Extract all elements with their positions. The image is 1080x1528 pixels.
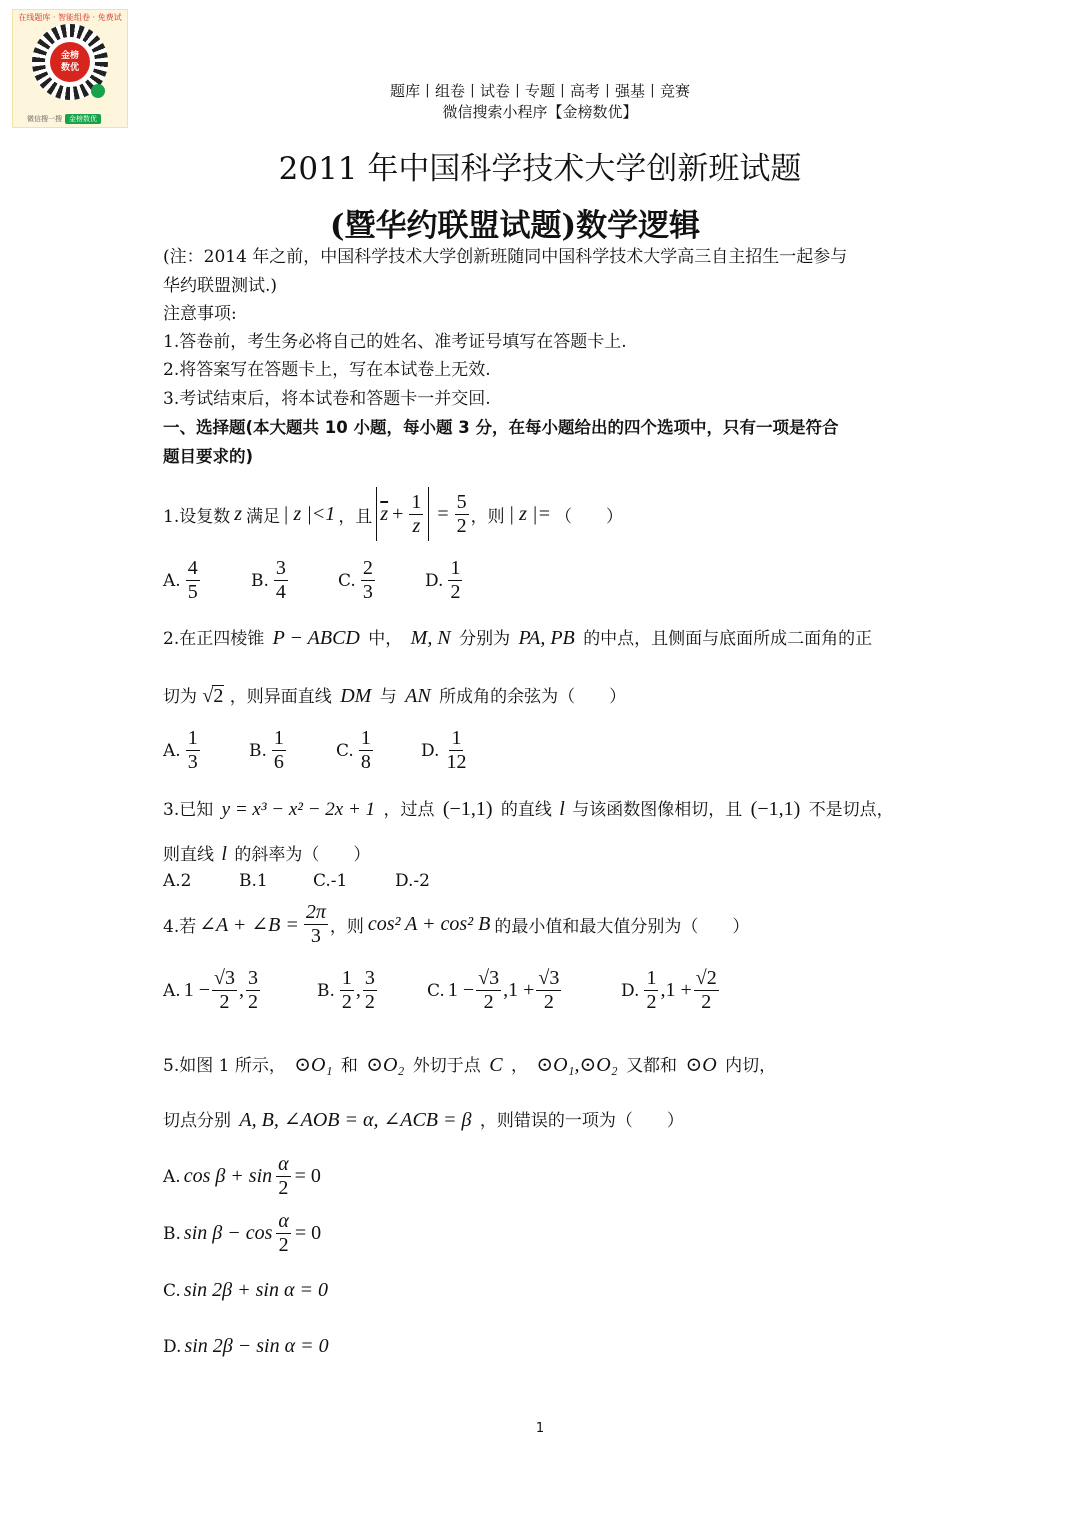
q3-option-d: D.-2: [395, 871, 430, 891]
q1-option-b: B. $\frac{3}{4}$: [251, 557, 286, 603]
q5-option-d: D. sin 2β − sin α = 0: [163, 1335, 329, 1357]
instruction-item: 1.答卷前，考生务必将自己的姓名、准考证号填写在答题卡上.: [163, 332, 627, 352]
question-1: 1.设复数 z 满足 | z |<1 ，且 $\overline{z}$ + $\frac{1}{z}$ = $\frac{5}{2}$ ，则 | z |= （ ）: [163, 486, 623, 542]
q3-options: [163, 873, 430, 890]
q2-option-c: C. $\frac{1}{8}$: [336, 727, 371, 773]
instructions-heading: 注意事项:: [163, 304, 237, 324]
instruction-item: 2.将答案写在答题卡上，写在本试卷上无效.: [163, 360, 491, 380]
q3-option-b: B.1: [239, 871, 268, 891]
question-3-line-2: 则直线 l 的斜率为（ ）: [163, 843, 371, 865]
logo-center: 金榜 数优: [50, 42, 90, 82]
header-sub: 微信搜索小程序【金榜数优】: [442, 103, 638, 121]
instruction-item: 3.考试结束后，将本试卷和答题卡一并交回.: [163, 389, 491, 409]
page-title: 2011 年中国科学技术大学创新班试题: [278, 151, 802, 187]
note-line-2: 华约联盟测试.): [163, 276, 278, 296]
q2-option-d: D. $\frac{1}{12}$: [421, 727, 467, 773]
header-nav: 题库丨组卷丨试卷丨专题丨高考丨强基丨竞赛: [389, 82, 690, 100]
q5-option-a: A. cos β + sin $\frac{\alpha}{2}$ = 0: [163, 1153, 321, 1199]
section-heading: 一、选择题(本大题共 10 小题，每小题 3 分，在每小题给出的四个选项中，只有一项是符合: [163, 418, 839, 437]
question-3-line-1: 3.已知 y = x³ − x² − 2x + 1 ，过点 (−1,1) 的直线 l 与该函数图像相切，且 (−1,1) 不是切点，: [163, 798, 894, 820]
question-5-line-1: 5.如图 1 所示， ⊙O₁ 和 ⊙O₂ 外切于点 C ， ⊙O₁,⊙O₂ 又都和 ⊙O 内切，: [163, 1054, 777, 1076]
question-2-line-2: 切为 √2 ，则异面直线 DM 与 AN 所成角的余弦为（ ）: [163, 685, 627, 707]
note-line-1: (注：2014 年之前，中国科学技术大学创新班随同中国科学技术大学高三自主招生一起参与: [163, 247, 848, 267]
abs-expression: $\overline{z}$ + $\frac{1}{z}$: [376, 487, 429, 541]
q1-option-a: A. $\frac{4}{5}$: [163, 557, 198, 603]
logo-footer: 微信搜一搜 金榜数优: [27, 114, 101, 124]
q2-option-b: B. $\frac{1}{6}$: [249, 727, 284, 773]
page-subtitle: (暨华约联盟试题)数学逻辑: [329, 208, 701, 244]
q1-option-d: D. $\frac{1}{2}$: [425, 557, 461, 603]
q4-option-a: A. 1 − $\frac{√3}{2}$ , $\frac{3}{2}$: [163, 967, 258, 1013]
q1-option-c: C. $\frac{2}{3}$: [338, 557, 373, 603]
question-4: 4.若 ∠A + ∠B = $\frac{2\pi}{3}$ ，则 cos² A + cos² B 的最小值和最大值分别为（ ）: [163, 900, 750, 947]
q4-option-d: D. $\frac{1}{2}$ ,1 + $\frac{√2}{2}$: [621, 967, 717, 1013]
q5-option-c: C. sin 2β + sin α = 0: [163, 1279, 328, 1301]
page-number: 1: [535, 1421, 545, 1436]
q5-option-b: B. sin β − cos $\frac{\alpha}{2}$ = 0: [163, 1210, 322, 1256]
question-2-line-1: 2.在正四棱锥 P − ABCD 中， M, N 分别为 PA, PB 的中点，且侧面与底面所成二面角的正: [163, 627, 873, 649]
q3-option-a: A.2: [163, 871, 192, 891]
logo-arc-text: 在线题库 · 智能组卷 · 免费试: [18, 13, 122, 22]
q2-option-a: A. $\frac{1}{3}$: [163, 727, 198, 773]
q3-option-c: C.-1: [313, 871, 348, 891]
q4-option-c: C. 1 − $\frac{√3}{2}$ ,1 + $\frac{√3}{2}$: [427, 967, 560, 1013]
q4-option-b: B. $\frac{1}{2}$ , $\frac{3}{2}$: [317, 967, 375, 1013]
question-5-line-2: 切点分别 A, B, ∠AOB = α, ∠ACB = β ，则错误的一项为（ ）: [163, 1109, 684, 1131]
section-heading-cont: 题目要求的): [163, 447, 254, 466]
